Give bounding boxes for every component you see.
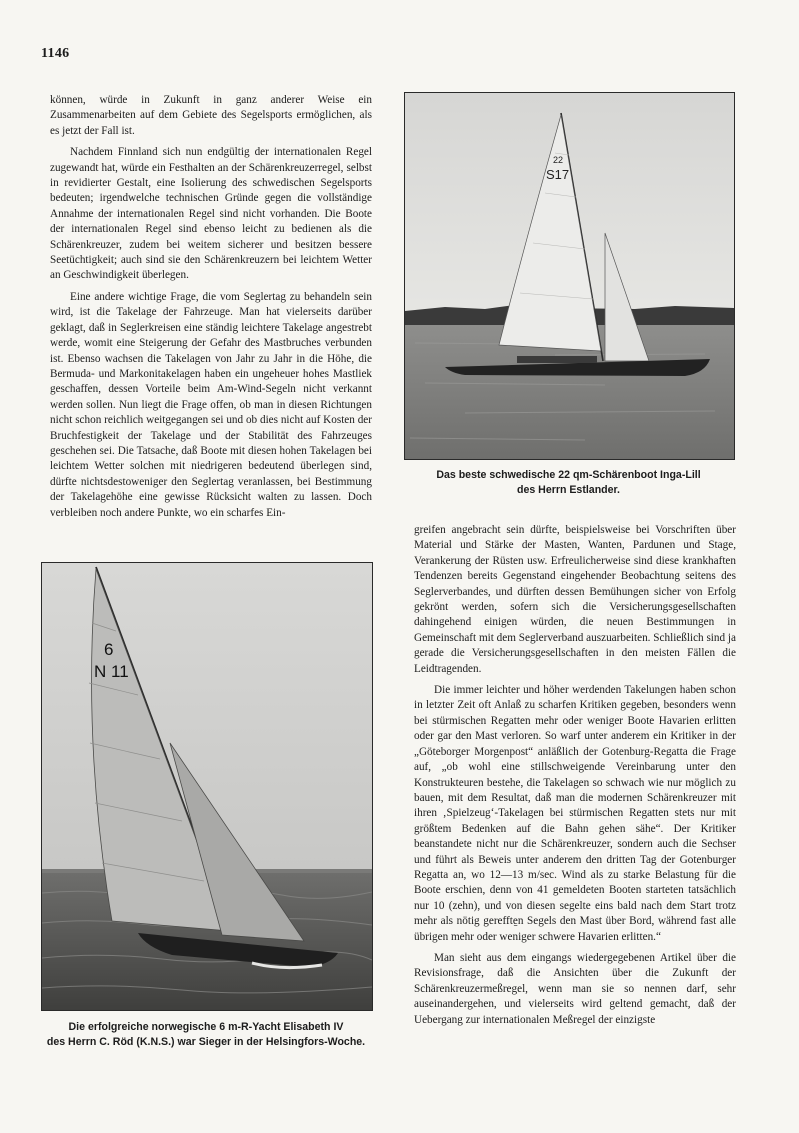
- paragraph: Eine andere wichtige Frage, die vom Seglertag zu behandeln sein wird, ist die Takelage der Fahrzeuge. Man hat vielerseits darüber geklagt, daß in Seglerkreisen eine ständig leichtere Takelage angestrebt werde, womit eine Steigerung der Gefahr des Mastbruches verbunden ist. Ebenso wachsen die Takelagen von Jahr zu Jahr in die Höhe, die Bermuda- und Markonitakelagen haben ein ungeheuer hohes Mastliek geschaffen, dessen Vorteile beim Am-Wind-Segeln nicht verkannt werden sollen. Nun liegt die Frage offen, ob man in diesen Richtungen nicht schon reichlich weitgegangen sei und ob dies nicht auf Kosten der Bruchfestigkeit der Takelage und der Stabilität des Fahrzeuges geschehen sei. Die Tatsache, daß Boote mit diesen hohen Takelagen bei leichtem Wetter solchen mit niedrigeren bedeutend überlegen sind, dürfte nichtsdestoweniger den Seglertag veranlassen, bei Bestimmung der Takelagehöhe eine gewisse Rücksicht walten zu lassen. Doch verbleiben noch andere Punkte, wo ein scharfes Ein-: [50, 290, 372, 519]
- paragraph: können, würde in Zukunft in ganz anderer Weise ein Zusammenarbeiten auf dem Gebiete des Segelsports ermöglichen, als es jetzt der Fall ist.: [50, 94, 372, 137]
- sail-number: S17: [546, 167, 570, 182]
- photo-schaerenboot-inga-lill: [404, 92, 735, 460]
- sail-number: N 11: [94, 662, 129, 681]
- page-number: 1146: [41, 46, 70, 61]
- paragraph: Die immer leichter und höher werdenden Takelungen haben schon in letzter Zeit oft Anlaß zu scharfen Kritiken gegeben, besonders wenn bei stürmischen Regatten mehr oder weniger Boote Havarien erlitten oder gar den Mast verloren. So warf unter anderem ein Kritiker in der „Göteborger Morgenpost“ anläßlich der Gotenburg-Regatta die Frage auf, „ob wohl eine stillschweigende Vereinbarung unter den Konstrukteuren bestehe, die Takelagen so schwach wie nur möglich zu bauen, mit dem Resultat, daß man die modernen Schärenkreuzer mit ihren ‚Spielzeug‘-Takelagen bei stürmischen Regatten stets nur mit größtem Bedenken auf die Bahn gehen sähe“. Der Kritiker beanstandete nicht nur die Schärenkreuzer, sondern auch die Sechser und führt als Beweis unter anderem den dritten Tag der Gotenburger Regatta an, wo 12—13 m/sec. Wind als zu starke Belastung für die Boote erschien, denn von 41 gemeldeten Booten starteten tatsächlich nur 10 (zehn), und von diesen segelte eins bald nach dem Start trotz mehr als nötig gereffte̱n Segels den Mast über Bord, während fast alle übrigen mehr oder weniger schwere Havarien erlitten.“: [414, 684, 736, 943]
- photo-6m-yacht-elisabeth-iv: [41, 562, 373, 1011]
- caption-line: Die erfolgreiche norwegische 6 m-R-Yacht Elisabeth IV: [68, 1021, 344, 1033]
- paragraph: Man sieht aus dem eingangs wiedergegebenen Artikel über die Revisionsfrage, daß die Ansichten über die Zukunft der Schärenkreuzermeßregel, wenn man sie so nennen darf, sehr auseinandergehen, und vielerseits wird geltend gemacht, daß der Uebergang zur internationalen Meßregel der einzigste: [414, 951, 736, 1026]
- caption-line: des Herrn Estlander.: [516, 484, 621, 496]
- photo-caption: [30, 1020, 382, 1050]
- caption-line: des Herrn C. Röd (K.N.S.) war Sieger in der Helsingfors-Woche.: [46, 1036, 366, 1048]
- photo-caption: [404, 468, 733, 498]
- sail-number-class: 6: [104, 640, 114, 659]
- sail-number-class: 22: [553, 155, 564, 165]
- left-text-column: [50, 93, 372, 521]
- paragraph: Nachdem Finnland sich nun endgültig der internationalen Regel zugewandt hat, würde ein Festhalten an der Schärenkreuzerregel, selbst in revidierter Gestalt, eine Isolierung des schwedischen Segelsports bedeuten; irgendwelche technischen Gründe gegen die vollständige Annahme der internationalen Regel sind nicht vorhanden. Die Boote der internationalen Regel sind ebenso leicht zu bedienen als die Schärenkreuzer, zudem bei weitem sicherer und besitzen bessere Seetüchtigkeit; auch sind sie den Schärenkreuzern bei leichtem Wetter an Geschwindigkeit überlegen.: [50, 146, 372, 282]
- caption-line: Das beste schwedische 22 qm-Schärenboot Inga-Lill: [436, 469, 701, 481]
- paragraph: greifen angebracht sein dürfte, beispielsweise bei Vorschriften über Material und Stärke der Masten, Wanten, Pardunen und Stage, Verankerung der Rüsten usw. Erfreulicherweise sind diese krankhaften Tendenzen bereits Gegenstand eingehender Beobachtung seitens des Seglerverbandes, und dürften dessen Bemühungen sicher von Erfolg gekrönt werden, sofern sich die Versicherungsgesellschaften dahingehend einigen würden, die neuen Bestimmungen in Gemeinschaft mit dem Seglerverband auszuarbeiten. Schließlich sind ja gerade die Versicherungsgesellschaften in den meisten Fällen die Leidtragenden.: [414, 524, 736, 675]
- right-text-column: [414, 523, 736, 1028]
